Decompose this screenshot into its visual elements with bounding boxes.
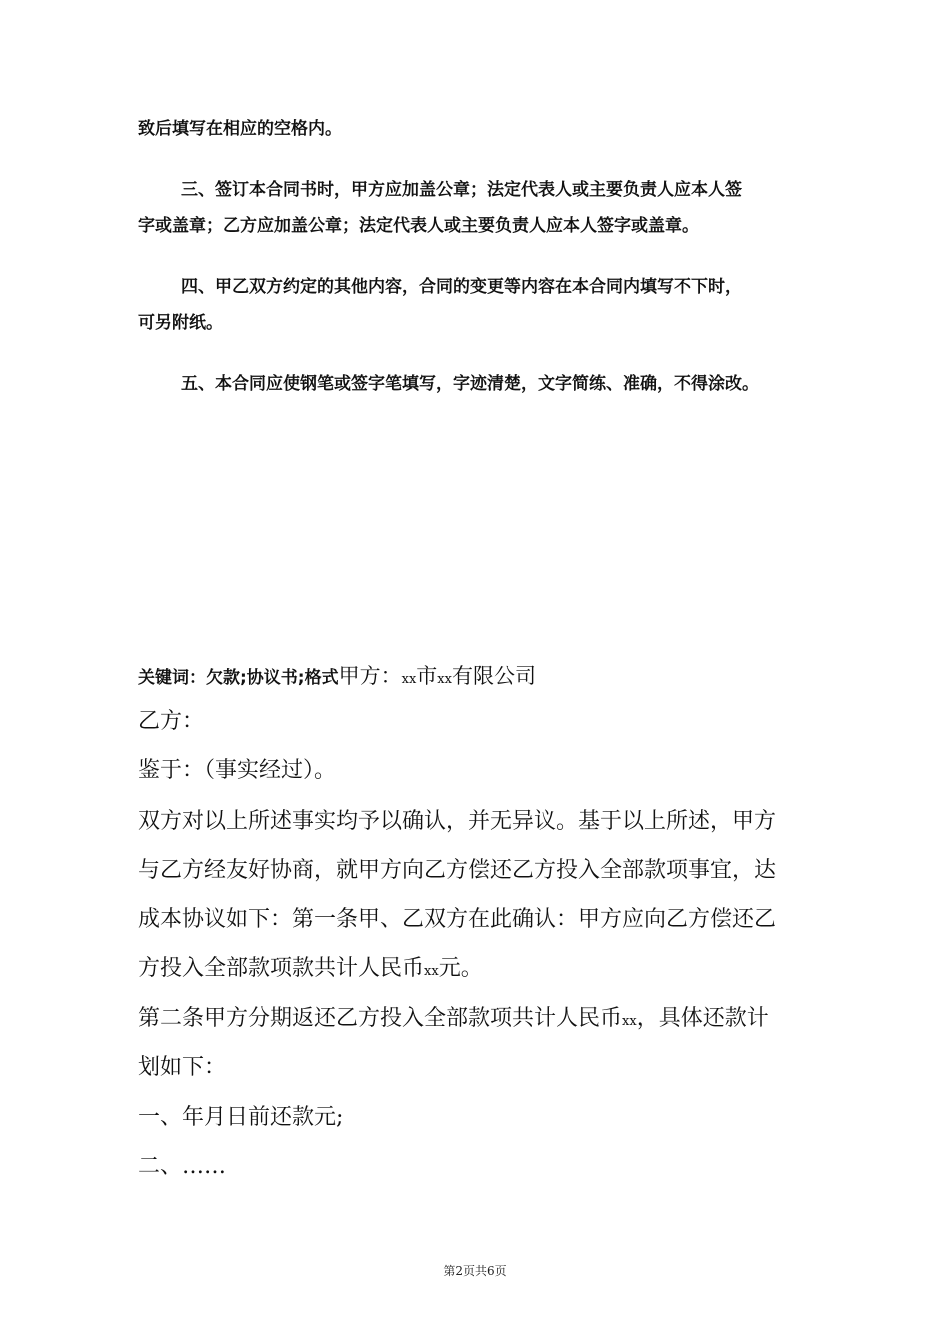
paragraph-1-line-4-end: 元。: [438, 956, 483, 981]
instruction-item-4-line-2: 可另附纸。: [138, 313, 223, 333]
instruction-item-3-line-1: 三、签订本合同书时，甲方应加盖公章；法定代表人或主要负责人应本人签: [181, 180, 742, 200]
instruction-item-5: 五、本合同应使钢笔或签字笔填写，字迹清楚，文字简练、准确，不得涂改。: [181, 374, 759, 394]
party-a-company: 有限公司: [451, 664, 536, 688]
repayment-item-2: 二、……: [138, 1154, 227, 1179]
footer-prefix: 第: [443, 1264, 456, 1278]
paragraph-2-line-1-end: ，具体还款计: [636, 1006, 769, 1031]
footer-middle: 页共: [462, 1264, 487, 1278]
repayment-item-1: 一、年月日前还款元;: [138, 1105, 344, 1130]
amount-placeholder-1: xx: [424, 964, 439, 979]
party-a-placeholder-1: xx: [401, 672, 417, 687]
paragraph-1-line-2: 与乙方经友好协商，就甲方向乙方偿还乙方投入全部款项事宜，达: [138, 858, 777, 883]
footer-page-number: 2: [455, 1264, 463, 1278]
paragraph-1-line-1: 双方对以上所述事实均予以确认，并无异议。基于以上所述，甲方: [138, 809, 777, 834]
paragraph-1-line-4: [138, 944, 828, 996]
page-footer: [0, 1262, 950, 1279]
party-a-label: 甲方：: [338, 664, 402, 688]
instruction-line-tail: 致后填写在相应的空格内。: [138, 119, 342, 139]
footer-total-pages: 6: [487, 1264, 495, 1278]
paragraph-2-line-1-text: 第二条甲方分期返还乙方投入全部款项共计人民币: [138, 1006, 623, 1031]
instruction-item-3-line-2: 字或盖章；乙方应加盖公章；法定代表人或主要负责人应本人签字或盖章。: [138, 216, 699, 236]
keywords: 关键词：欠款;协议书;格式: [138, 668, 339, 688]
paragraph-2-line-2: 划如下：: [138, 1055, 227, 1080]
party-b: 乙方：: [138, 709, 205, 734]
party-a-placeholder-2: xx: [437, 672, 452, 687]
paragraph-2-line-1: [138, 994, 828, 1046]
instruction-item-4-line-1: 四、甲乙双方约定的其他内容，合同的变更等内容在本合同内填写不下时，: [181, 277, 742, 297]
party-a-city: 市: [416, 664, 438, 688]
footer-suffix: 页: [494, 1264, 507, 1278]
whereas: 鉴于：（事实经过）。: [138, 758, 337, 783]
amount-placeholder-2: xx: [622, 1014, 637, 1029]
paragraph-1-line-4-text: 方投入全部款项款共计人民币: [138, 956, 425, 981]
paragraph-1-line-3: 成本协议如下：第一条甲、乙双方在此确认：甲方应向乙方偿还乙: [138, 907, 777, 932]
